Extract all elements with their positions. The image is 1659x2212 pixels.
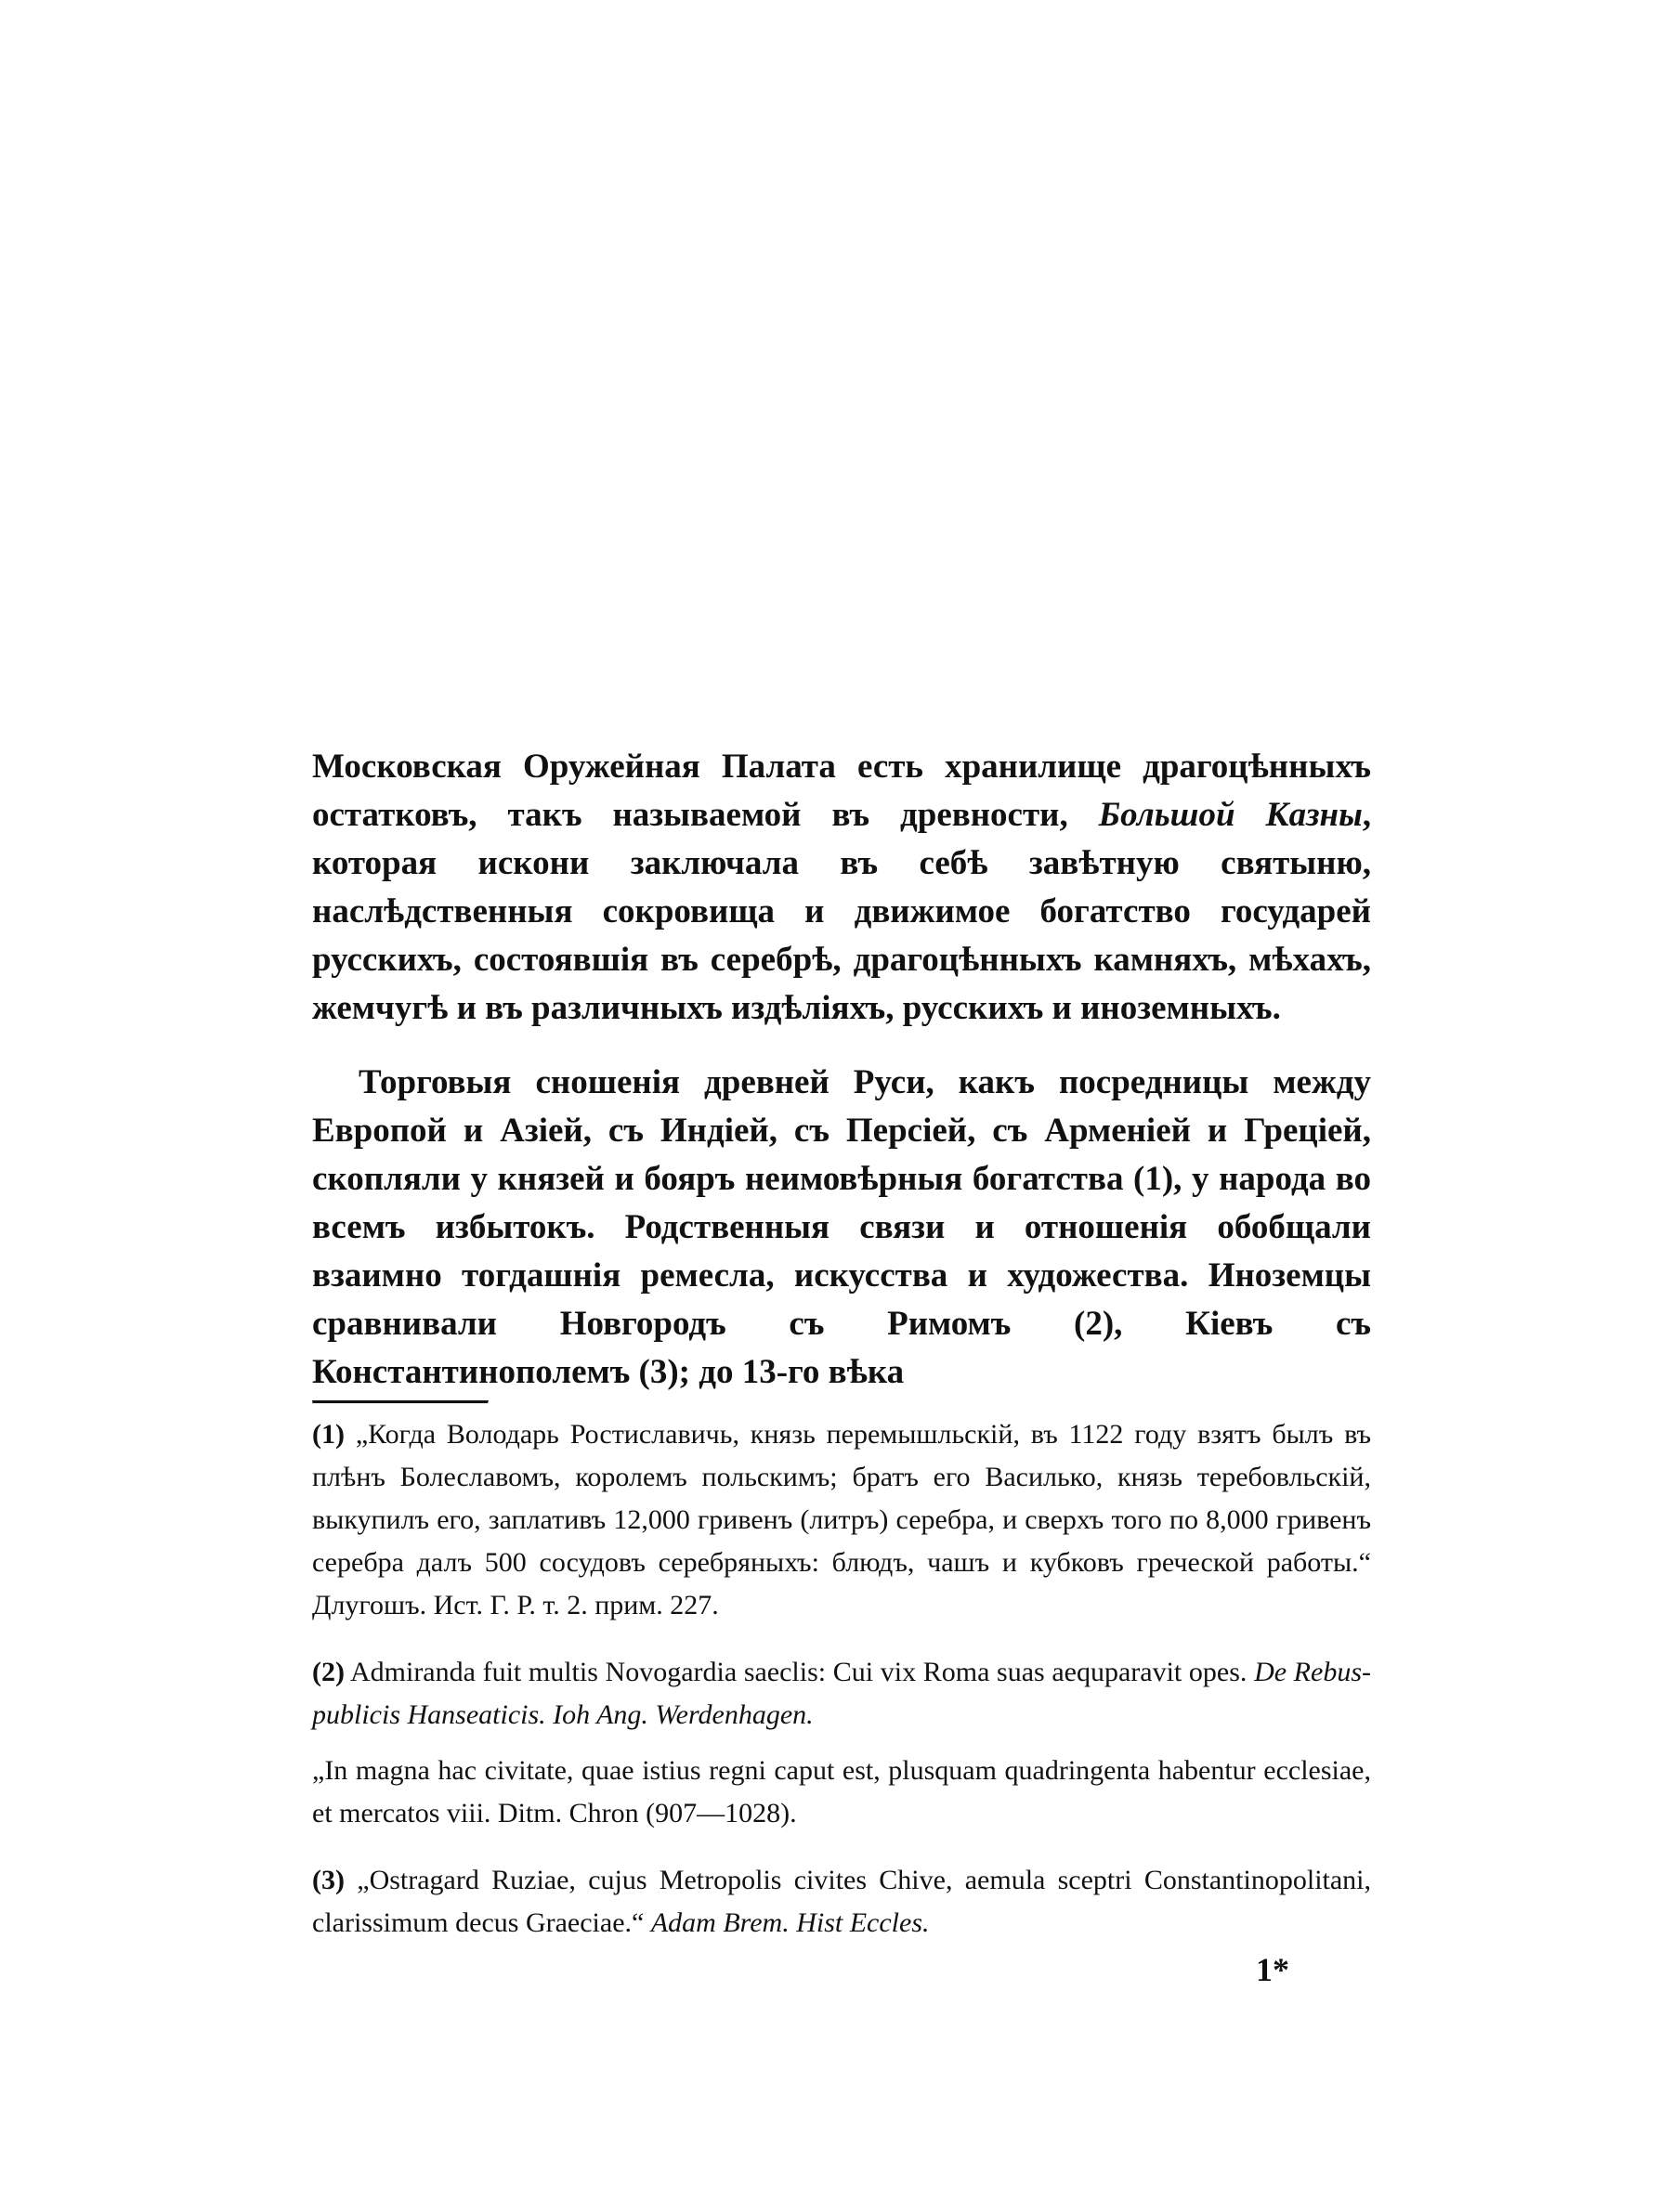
page-number: 1* (1256, 1951, 1289, 1988)
footnote-number: (2) (312, 1657, 345, 1687)
paragraph-1: Московская Оружейная Палата есть хранилище драгоцѣнныхъ остатковъ, такъ называемой въ древности, Большой Казны, которая искони заключала въ себѣ завѣтную святыню, наслѣдственныя сокровища и движимое богатство государей русскихъ, состоявшія въ серебрѣ, драгоцѣнныхъ камняхъ, мѣхахъ, жемчугѣ и въ различныхъ издѣліяхъ, русскихъ и иноземныхъ. (312, 748, 1371, 1027)
emphasis-text: Большой Казны (1098, 796, 1363, 834)
footnote-1 (312, 1413, 1371, 1627)
footnote-text: Admiranda fuit multis Novogardia saeclis: Cui vix Roma suas aequparavit opes. (349, 1657, 1248, 1687)
footnote-text: „Когда Володарь Ростиславичь, князь перемышльскій, въ 1122 году взятъ былъ въ плѣнъ Болеславомъ, королемъ польскимъ; братъ его Василько, князь теребовльскій, выкупилъ его, заплативъ 12,000 гривенъ (литръ) серебра, и сверхъ того по 8,000 гривенъ серебра далъ 500 сосудовъ серебряныхъ: блюдъ, чашъ и кубковъ греческой работы.“ Длугошъ. Ист. Г. Р. т. 2. прим. 227. (312, 1419, 1372, 1620)
footnote-citation: Adam Brem. Hist Eccles. (650, 1907, 930, 1938)
paragraph-2: Торговыя сношенія древней Руси, какъ посредницы между Европой и Азіей, съ Индіей, съ Персіей, съ Арменіей и Греціей, скопляли у князей и бояръ неимовѣрныя богатства (1), у народа во всемъ избытокъ. Родственныя связи и отношенія обобщали взаимно тогдашнія ремесла, искусства и художества. Иноземцы сравнивали Новгородъ съ Римомъ (2), Кіевъ съ Константинополемъ (3); до 13-го вѣка (312, 1063, 1371, 1391)
main-text (312, 743, 1371, 1397)
footnote-number: (1) (312, 1419, 345, 1450)
footnote-text: „In magna hac civitate, quae istius regni caput est, plusquam quadringenta habentur ecclesiae, et mercatos viii. Ditm. Chron (907—1028). (312, 1755, 1371, 1828)
footnote-divider (312, 1400, 489, 1404)
footnote-citation: De Rebus-publicis Hanseaticis. Ioh Ang. Werdenhagen. (312, 1657, 1371, 1730)
footnote-2-continued (312, 1750, 1371, 1835)
footnote-text: „Ostragard Ruziae, cujus Metropolis civites Chive, aemula sceptri Constantinopolitani, clarissimum decus Graeciae.“ (312, 1865, 1372, 1938)
footnotes (312, 1413, 1371, 1945)
footnote-number: (3) (312, 1865, 345, 1895)
footnote-3 (312, 1859, 1371, 1945)
footnote-2 (312, 1651, 1371, 1737)
